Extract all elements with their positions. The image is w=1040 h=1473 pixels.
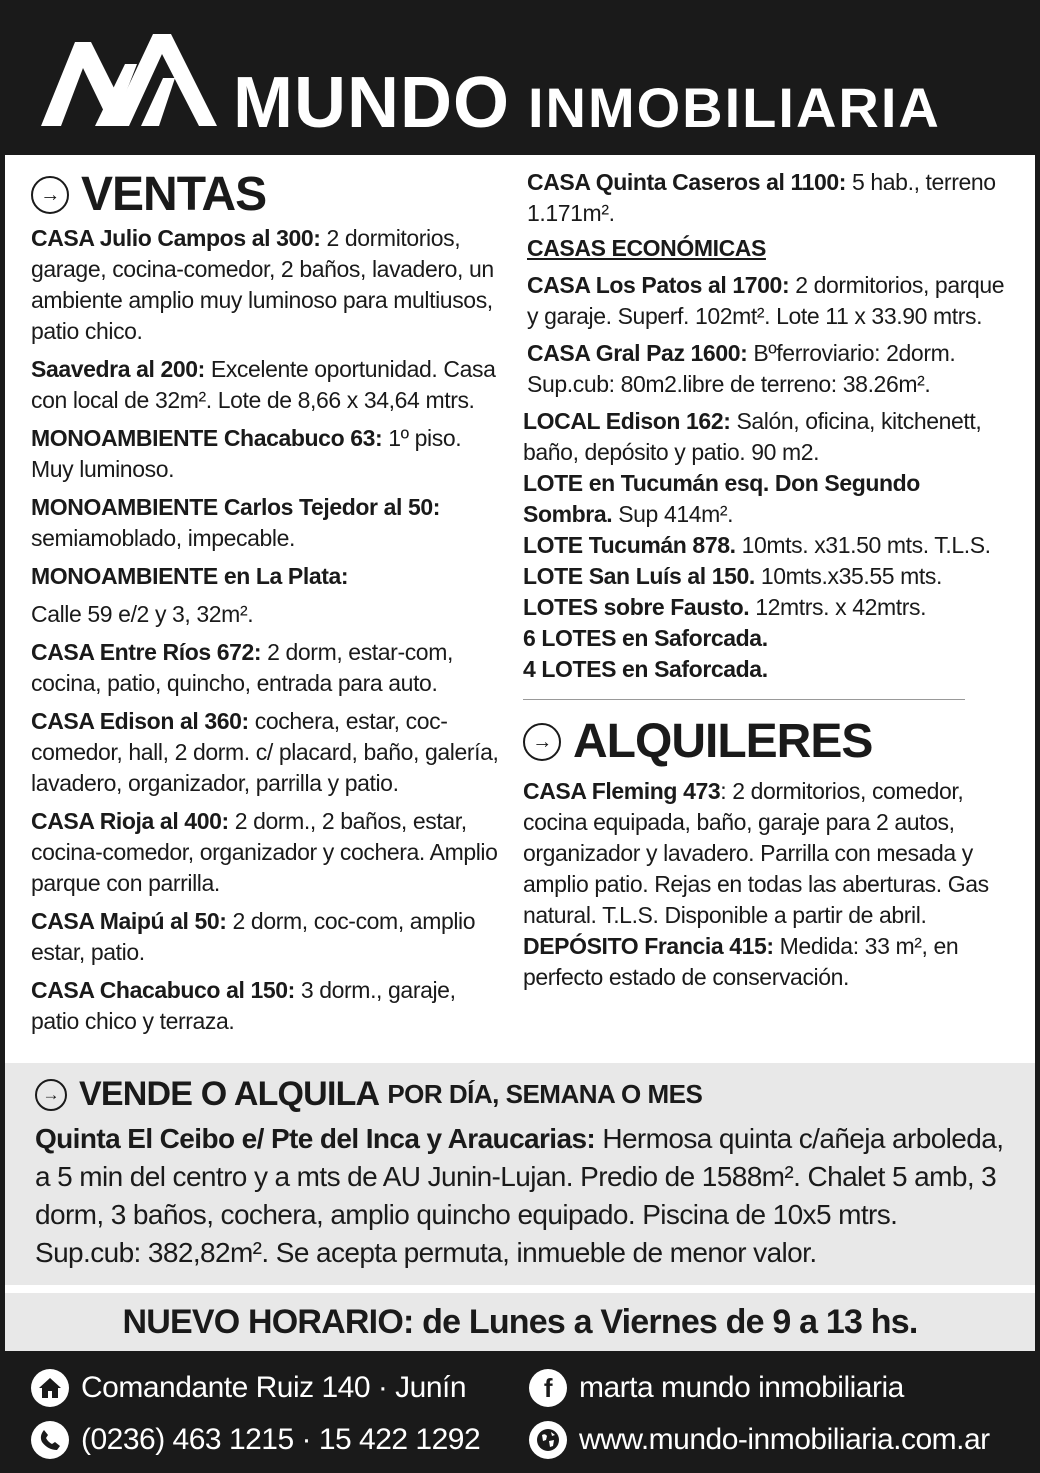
- listing-item: [31, 561, 509, 592]
- listing-title: CASA Los Patos al 1700:: [527, 272, 790, 298]
- listing-text: 2 dorm., 2 baños, estar, cocina-comedor, organizador y cochera. Amplio parque con parrilla.: [31, 808, 498, 896]
- listing-text: Medida: 33 m², en perfecto estado de conservación.: [523, 933, 959, 990]
- listing-title: LOCAL Edison 162:: [523, 408, 731, 434]
- horario-banner: NUEVO HORARIO: de Lunes a Viernes de 9 a 13 hs.: [5, 1293, 1035, 1351]
- listing-item: [527, 270, 1013, 332]
- brand-mundo: MUNDO: [233, 63, 510, 143]
- alquileres-list: [523, 776, 1013, 993]
- footer-facebook: [529, 1369, 904, 1407]
- divider: [523, 699, 965, 700]
- listing-text: 2 dormitorios, parque y garaje. Superf. 102mt². Lote 11 x 33.90 mtrs.: [527, 272, 1005, 329]
- logo-mark-icon: [41, 32, 217, 128]
- listing-item: [523, 654, 1013, 685]
- listing-text: Bºferroviario: 2dorm. Sup.cub: 80m2.libre de terreno: 38.26m².: [527, 340, 956, 397]
- listing-item: [31, 906, 509, 968]
- arrow-circle-icon: →: [31, 176, 69, 214]
- facebook-text[interactable]: marta mundo inmobiliaria: [579, 1371, 904, 1404]
- listing-item: [523, 592, 1013, 623]
- listing-item: [31, 492, 509, 554]
- listing-title: LOTE en Tucumán esq. Don Segundo Sombra.: [523, 470, 920, 527]
- address-text: Comandante Ruiz 140 · Junín: [81, 1371, 467, 1404]
- listing-item: [31, 806, 509, 899]
- listing-title: MONOAMBIENTE en La Plata:: [31, 563, 349, 589]
- listing-item: [31, 223, 509, 347]
- home-icon: [31, 1369, 69, 1407]
- listing-title: 4 LOTES en Saforcada.: [523, 656, 768, 682]
- listing-title: LOTE Tucumán 878.: [523, 532, 736, 558]
- listing-text: semiamoblado, impecable.: [31, 525, 295, 551]
- listing-text: Sup 414m².: [612, 501, 734, 527]
- web-text[interactable]: www.mundo-inmobiliaria.com.ar: [579, 1423, 990, 1456]
- footer-phone: [31, 1421, 480, 1459]
- brand-name: [233, 62, 941, 144]
- vende-item-title: Quinta El Ceibo e/ Pte del Inca y Araucarias:: [35, 1123, 596, 1154]
- vende-item-text: Hermosa quinta c/añeja arboleda, a 5 min del centro y a mts de AU Junin-Lujan. Predio de 1588m². Chalet 5 amb, 3 dorm, 3 baños, cochera, amplio quincho equipado. Piscina de 10x5 mtrs. Sup.cub: 382,82m². Se acepta permuta, inmueble de menor valor.: [35, 1123, 1004, 1268]
- vende-alquila-section: [5, 1063, 1035, 1285]
- listing-title: LOTE San Luís al 150.: [523, 563, 755, 589]
- vende-title: VENDE O ALQUILA: [79, 1075, 380, 1113]
- listing-title: CASA Gral Paz 1600:: [527, 340, 748, 366]
- ventas-list: [31, 223, 509, 1037]
- ventas-title: VENTAS: [81, 168, 267, 221]
- brand-inmobiliaria: INMOBILIARIA: [527, 76, 941, 139]
- economicas-list: [523, 270, 1013, 400]
- listing-text: 5 hab., terreno 1.171m².: [527, 169, 996, 226]
- listing-text: : 2 dormitorios, comedor, cocina equipada, baño, garaje para 2 autos, organizador y lavadero. Parrilla con mesada y amplio patio. Rejas en todas las aberturas. Gas natural. T.L.S. Disponible a partir de abril.: [523, 778, 989, 928]
- listing-title: CASA Edison al 360:: [31, 708, 249, 734]
- listing-title: Saavedra al 200:: [31, 356, 205, 382]
- listing-item: [523, 561, 1013, 592]
- lotes-list: [523, 406, 1013, 685]
- header: [5, 0, 1035, 155]
- arrow-circle-icon: →: [523, 723, 561, 761]
- footer-address: [31, 1369, 466, 1407]
- left-column: [31, 167, 509, 1063]
- listing-item: [31, 975, 509, 1037]
- listing-title: CASA Maipú al 50:: [31, 908, 227, 934]
- alquileres-title: ALQUILERES: [573, 715, 873, 768]
- globe-icon: [529, 1421, 567, 1459]
- listing-text: Calle 59 e/2 y 3, 32m².: [31, 601, 254, 627]
- listing-text: 10mts. x31.50 mts. T.L.S.: [735, 532, 991, 558]
- listing-text: 2 dorm, coc-com, amplio estar, patio.: [31, 908, 476, 965]
- footer: [5, 1351, 1035, 1473]
- listing-title: LOTES sobre Fausto.: [523, 594, 750, 620]
- vende-subtitle: POR DÍA, SEMANA O MES: [387, 1079, 703, 1109]
- listing-text: 1º piso. Muy luminoso.: [31, 425, 462, 482]
- separator: [5, 1285, 1035, 1293]
- listing-item: [527, 338, 1013, 400]
- right-column: [523, 167, 1013, 1063]
- listing-item: [523, 776, 1013, 931]
- listing-title: 6 LOTES en Saforcada.: [523, 625, 768, 651]
- listing-text: Excelente oportunidad. Casa con local de 32m². Lote de 8,66 x 34,64 mtrs.: [31, 356, 496, 413]
- phone-icon: [31, 1421, 69, 1459]
- listing-text: Salón, oficina, kitchenett, baño, depósito y patio. 90 m2.: [523, 408, 982, 465]
- arrow-circle-icon: →: [35, 1079, 67, 1111]
- listing-title: CASA Fleming 473: [523, 778, 721, 804]
- listing-item: [523, 468, 1013, 530]
- vende-description: [35, 1120, 1009, 1272]
- listing-item: [31, 354, 509, 416]
- vende-heading: [35, 1075, 1009, 1114]
- listing-title: MONOAMBIENTE Chacabuco 63:: [31, 425, 383, 451]
- listing-title: CASA Rioja al 400:: [31, 808, 229, 834]
- alquileres-heading: [523, 714, 1013, 770]
- phone-text[interactable]: (0236) 463 1215 · 15 422 1292: [81, 1423, 481, 1456]
- ventas-right-list: [523, 167, 1013, 229]
- listing-item: [527, 167, 1013, 229]
- listing-title: CASA Entre Ríos 672:: [31, 639, 262, 665]
- listing-text: cochera, estar, coc-comedor, hall, 2 dorm. c/ placard, baño, galería, lavadero, organizador, parrilla y patio.: [31, 708, 499, 796]
- listings-content: [5, 155, 1035, 1063]
- listing-text: 2 dorm, estar-com, cocina, patio, quincho, entrada para auto.: [31, 639, 453, 696]
- listing-title: CASA Chacabuco al 150:: [31, 977, 295, 1003]
- listing-item: [523, 623, 1013, 654]
- listing-item: [31, 637, 509, 699]
- listing-text: 2 dormitorios, garage, cocina-comedor, 2 baños, lavadero, un ambiente amplio muy luminoso para multiusos, patio chico.: [31, 225, 494, 344]
- economicas-heading: CASAS ECONÓMICAS: [527, 235, 766, 261]
- footer-web: [529, 1421, 990, 1459]
- listing-item: [31, 599, 509, 630]
- listing-text: 3 dorm., garaje, patio chico y terraza.: [31, 977, 456, 1034]
- facebook-icon: f: [529, 1369, 567, 1407]
- listing-title: CASA Quinta Caseros al 1100:: [527, 169, 847, 195]
- ventas-heading: [31, 167, 509, 223]
- listing-title: MONOAMBIENTE Carlos Tejedor al 50:: [31, 494, 440, 520]
- listing-item: [523, 406, 1013, 468]
- listing-item: [523, 931, 1013, 993]
- listing-title: CASA Julio Campos al 300:: [31, 225, 321, 251]
- listing-item: [31, 706, 509, 799]
- listing-item: [523, 530, 1013, 561]
- listing-text: 12mtrs. x 42mtrs.: [749, 594, 927, 620]
- listing-title: DEPÓSITO Francia 415:: [523, 933, 774, 959]
- listing-item: [31, 423, 509, 485]
- listing-text: 10mts.x35.55 mts.: [754, 563, 943, 589]
